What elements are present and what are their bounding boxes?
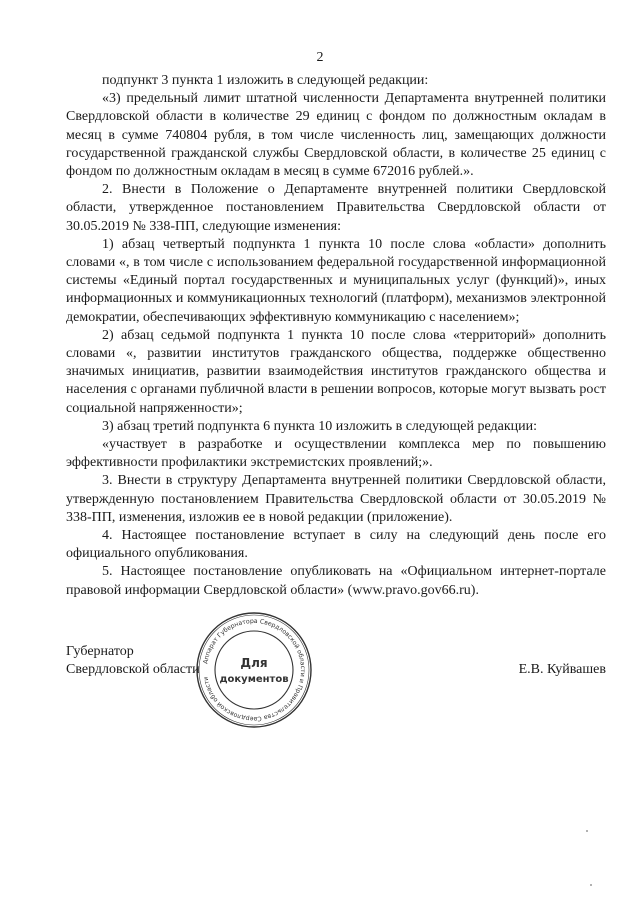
scan-speck bbox=[586, 830, 588, 832]
paragraph-item-2: 2. Внести в Положение о Департаменте внутренней политики Свердловской области, утвержденное постановлением Правительства Свердловской области от 30.05.2019 № 338-ПП, следующие изменения: bbox=[66, 182, 606, 234]
paragraph-item-3: 3. Внести в структуру Департамента внутренней политики Свердловской области, утвержденную постановлением Правительства Свердловской области от 30.05.2019 № 338-ПП, изменения, изложив ее в новой редакции (приложение). bbox=[66, 473, 606, 525]
paragraph-subitem-2: 2) абзац седьмой подпункта 1 пункта 10 после слова «территорий» дополнить словами «, развитии институтов гражданского общества, поддержке общественно значимых инициатив, развитии взаимодействия институтов гражданского общества и населения с органами публичной власти в решении вопросов, которые могут вызвать рост социальной напряженности»; bbox=[66, 327, 606, 416]
signatory-title-line1: Губернатор bbox=[66, 644, 134, 659]
paragraph-item-5: 5. Настоящее постановление опубликовать на «Официальном интернет-портале правовой информации Свердловской области» (www.pravo.gov66.ru). bbox=[66, 564, 606, 598]
page-number: 2 bbox=[316, 50, 324, 65]
signatory-title-line2: Свердловской области bbox=[66, 662, 200, 678]
stamp-outer-ring bbox=[197, 613, 311, 727]
paragraph-subitem-3: 3) абзац третий подпункта 6 пункта 10 изложить в следующей редакции: bbox=[102, 418, 538, 434]
signature-block bbox=[66, 643, 606, 693]
stamp-center-line2: документов bbox=[219, 674, 289, 685]
scan-speck bbox=[590, 884, 592, 886]
paragraph-item-4: 4. Настоящее постановление вступает в силу на следующий день после его официального опубликования. bbox=[66, 528, 606, 562]
paragraph-quote-limit: «3) предельный лимит штатной численности Департамента внутренней политики Свердловской области в количестве 29 единиц с фондом по должностным окладам в месяц в сумме 740804 рубля, в том числе численность лиц, замещающих должности государственной гражданской службы Свердловской области, в количестве 25 единиц с фондом по должностным окладам в месяц в сумме 672016 рублей.». bbox=[66, 91, 606, 180]
paragraph-intro: подпункт 3 пункта 1 изложить в следующей редакции: bbox=[102, 73, 429, 88]
paragraph-subitem-1: 1) абзац четвертый подпункта 1 пункта 10 после слова «области» дополнить словами «, в том числе с использованием федеральной государственной информационной системы «Единый портал государственных и муниципальных услуг (функций)», иных информационных и коммуникационных технологий (платформ), механизмов электронной демократии, обеспечивающих эффективную коммуникацию с населением»; bbox=[66, 236, 606, 325]
paragraph-quote-extremism: «участвует в разработке и осуществлении комплекса мер по повышению эффективности профилактики экстремистских проявлений;». bbox=[66, 437, 606, 471]
document-body bbox=[66, 72, 606, 600]
stamp-inner-ring bbox=[215, 631, 293, 709]
stamp-ring-text: Аппарат Губернатора Свердловской области и Правительства Свердловской области bbox=[202, 617, 307, 723]
stamp-center-line1: Для bbox=[240, 656, 268, 670]
official-stamp bbox=[194, 610, 314, 730]
signatory-name: Е.В. Куйвашев bbox=[518, 662, 606, 677]
signatory-title bbox=[66, 643, 200, 679]
